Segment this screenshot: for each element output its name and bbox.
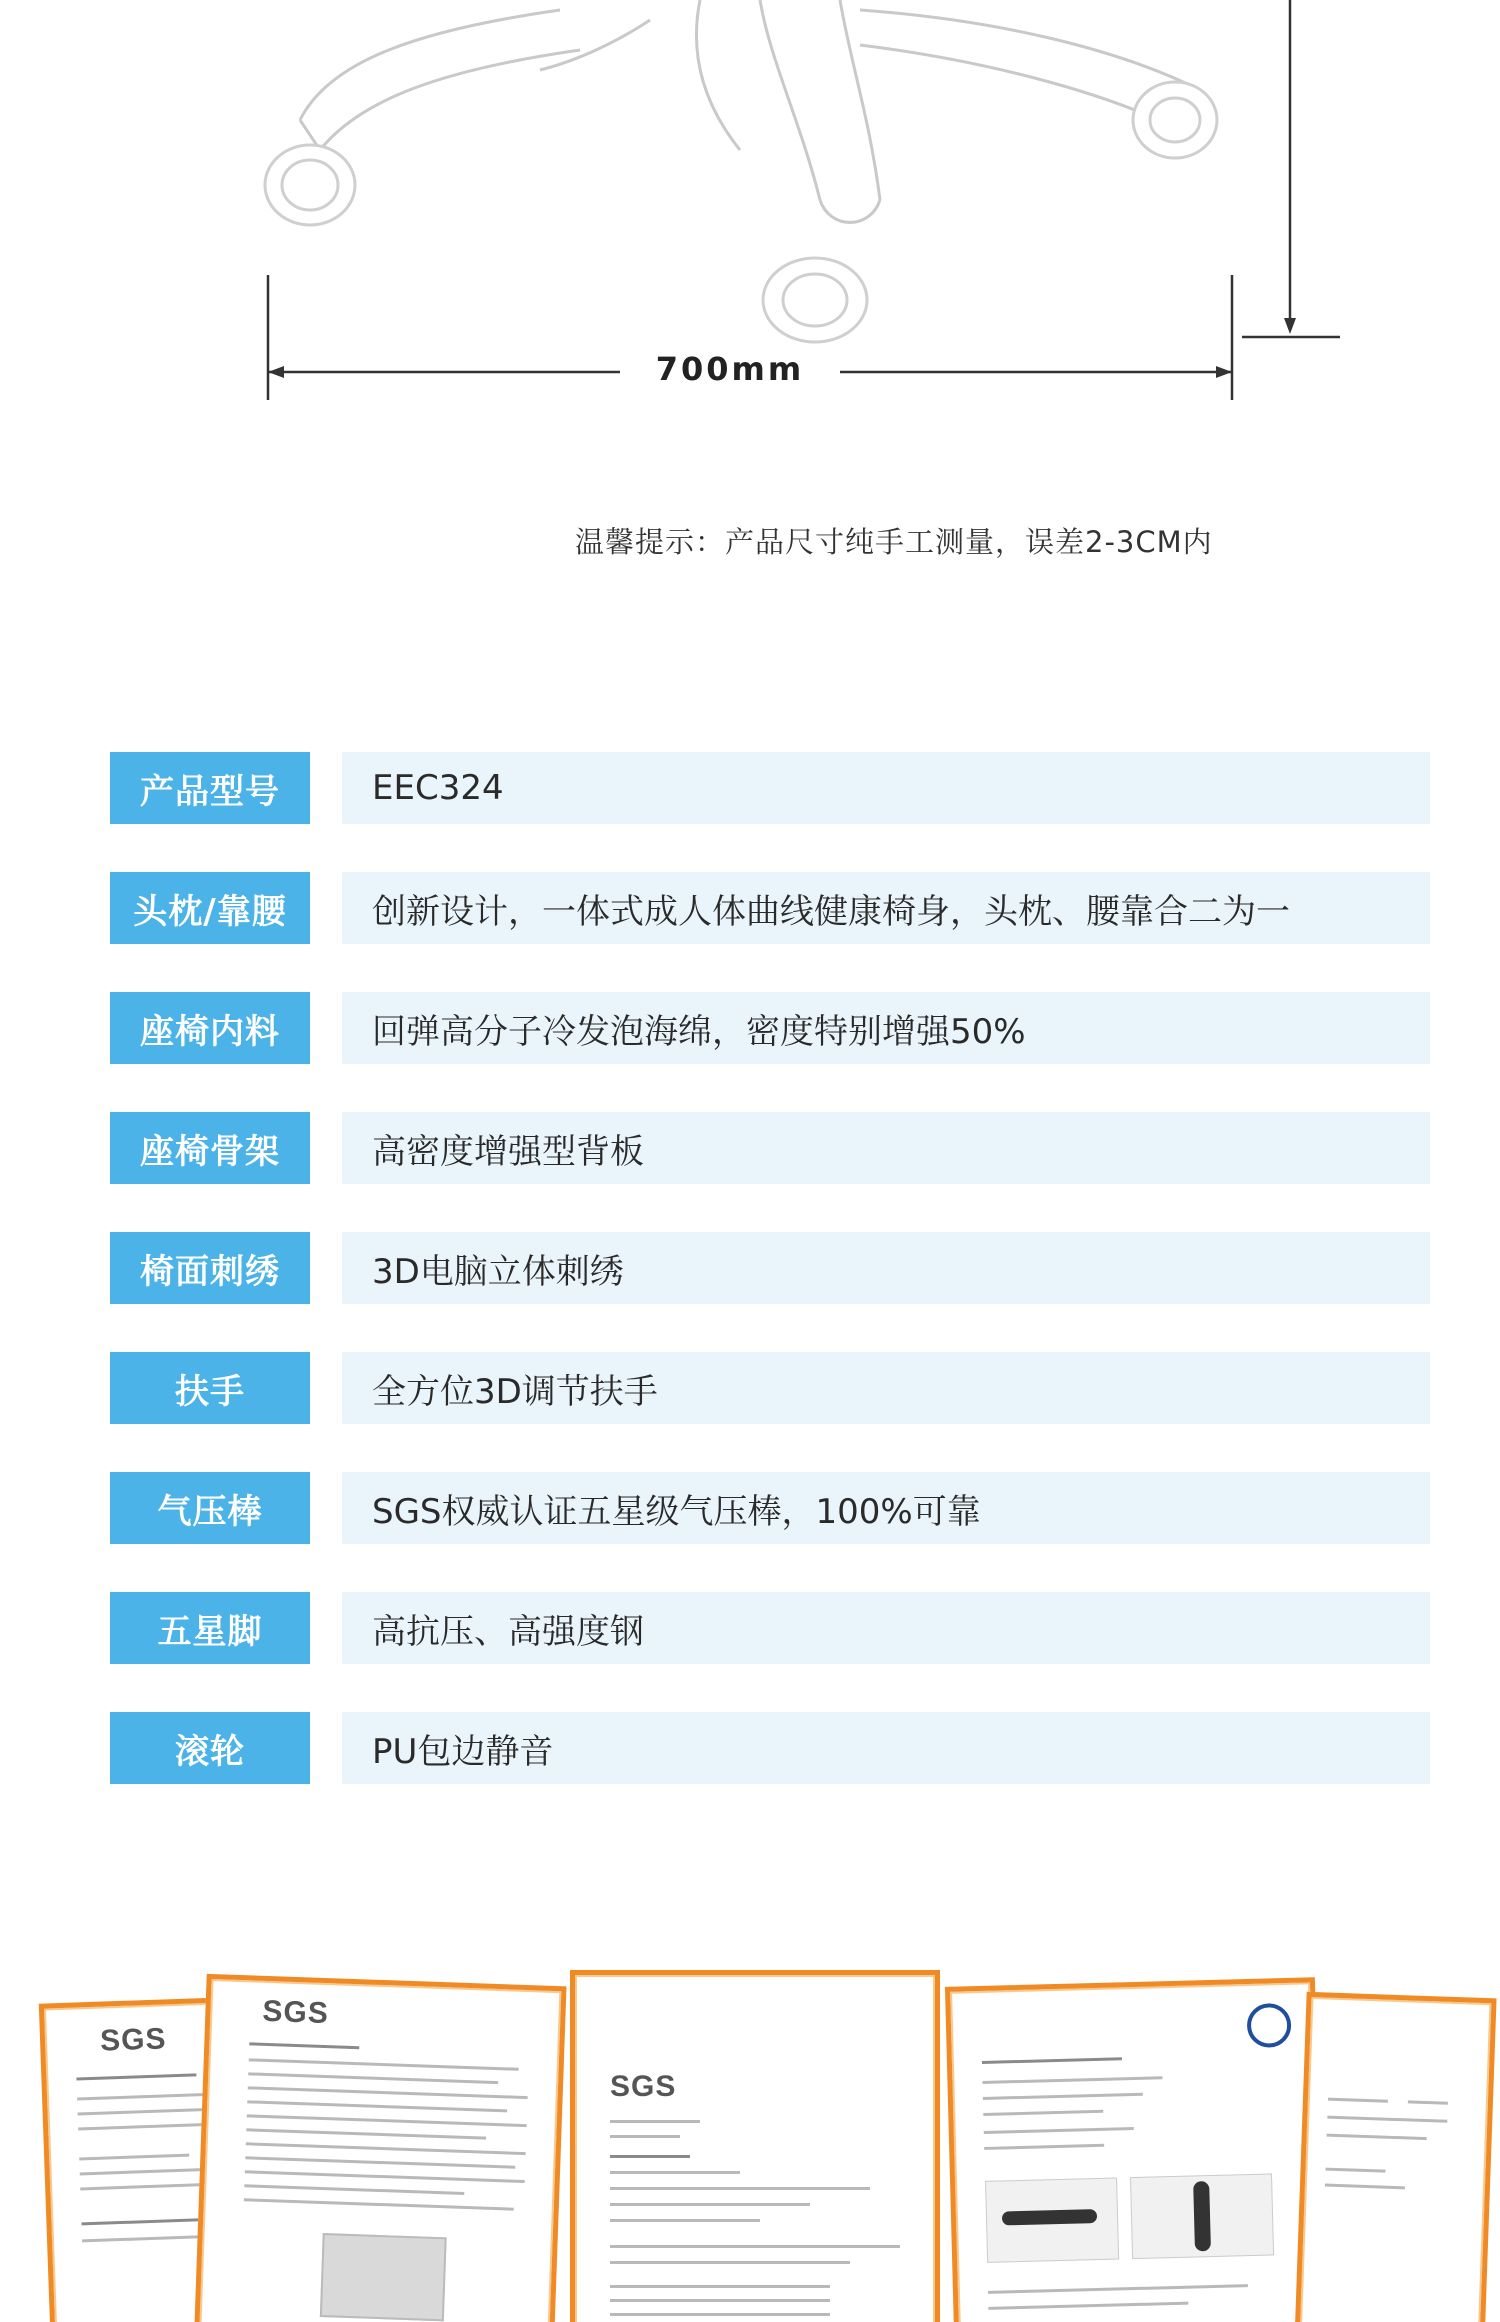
spec-row-gas-lift (110, 1472, 1430, 1544)
spec-label: 滚轮 (110, 1712, 310, 1784)
gas-lift-photo (1130, 2173, 1274, 2259)
spec-label: 座椅内料 (110, 992, 310, 1064)
certificate-image (945, 1977, 1325, 2322)
spec-row-frame (110, 1112, 1430, 1184)
sgs-logo: SGS (610, 2070, 677, 2103)
spec-label: 产品型号 (110, 752, 310, 824)
spec-row-model (110, 752, 1430, 824)
spec-label: 五星脚 (110, 1592, 310, 1664)
certification-seal-icon (1247, 2003, 1292, 2048)
spec-label: 扶手 (110, 1352, 310, 1424)
spec-row-base (110, 1592, 1430, 1664)
certificate-image (193, 1974, 566, 2322)
spec-value: 创新设计，一体式成人体曲线健康椅身，头枕、腰靠合二为一 (342, 872, 1430, 944)
spec-value: SGS权威认证五星级气压棒，100%可靠 (342, 1472, 1430, 1544)
certificate-gallery (0, 1960, 1500, 2322)
sgs-logo: SGS (261, 1994, 330, 2031)
spec-row-filling (110, 992, 1430, 1064)
chair-base-drawing (0, 0, 1500, 440)
spec-value: EEC324 (342, 752, 1430, 824)
spec-row-embroidery (110, 1232, 1430, 1304)
spec-row-armrest (110, 1352, 1430, 1424)
certificate-image (1293, 1992, 1496, 2322)
spec-value: 高抗压、高强度钢 (342, 1592, 1430, 1664)
spec-label: 座椅骨架 (110, 1112, 310, 1184)
spec-value: PU包边静音 (342, 1712, 1430, 1784)
certificate-image (570, 1970, 940, 2322)
spec-value: 回弹高分子冷发泡海绵，密度特别增强50% (342, 992, 1430, 1064)
sgs-logo: SGS (99, 2022, 168, 2058)
measurement-tip: 温馨提示：产品尺寸纯手工测量，误差2-3CM内 (575, 525, 1213, 559)
dimension-width-label: 700mm (620, 350, 840, 388)
spec-label: 椅面刺绣 (110, 1232, 310, 1304)
spec-row-headrest (110, 872, 1430, 944)
spec-value: 全方位3D调节扶手 (342, 1352, 1430, 1424)
spec-label: 头枕/靠腰 (110, 872, 310, 944)
gas-lift-photo (985, 2177, 1119, 2262)
spec-value: 3D电脑立体刺绣 (342, 1232, 1430, 1304)
spec-row-casters (110, 1712, 1430, 1784)
spec-label: 气压棒 (110, 1472, 310, 1544)
spec-value: 高密度增强型背板 (342, 1112, 1430, 1184)
